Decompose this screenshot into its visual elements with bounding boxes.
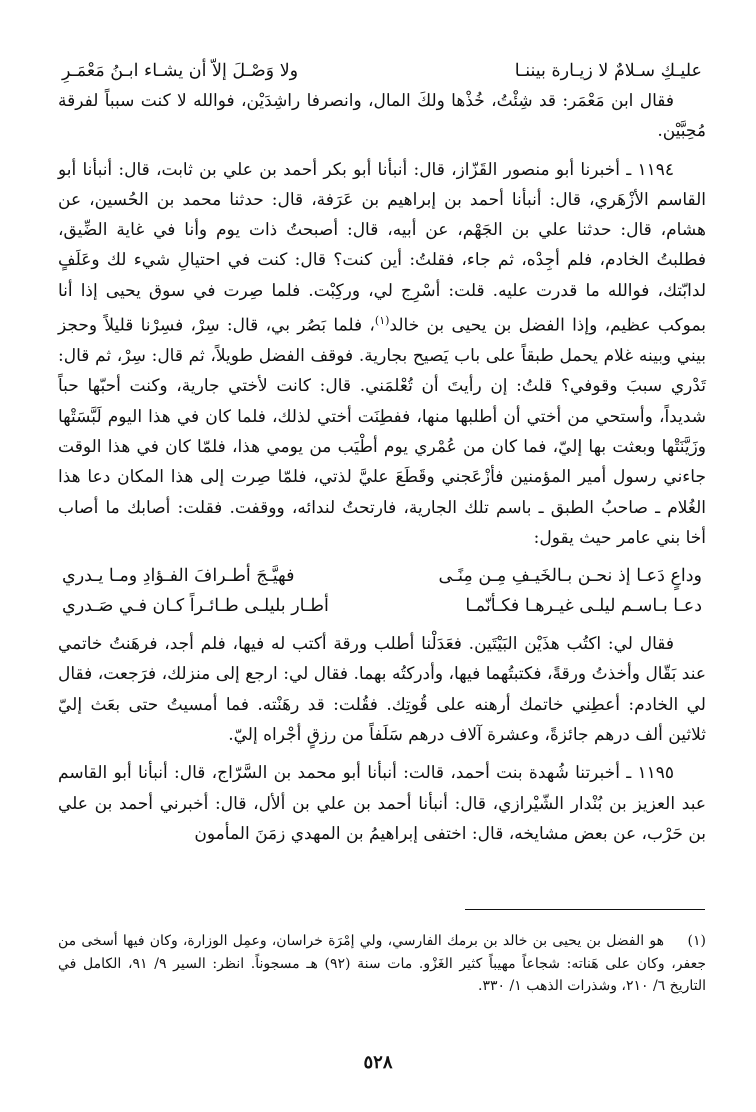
- footnote-separator: [465, 909, 705, 910]
- footnote-text: هو الفضل بن يحيى بن خالد بن برمك الفارسي، ولي إمْرَة خراسان، وعمِل الوزارة، وكان فيها أسخى من جعفر، وكان على هَناته: شجاعاً مهيباً كثير الغَزْو. مات سنة (٩٢) هـ مسجوناً. انظر: السير ٩/ ٩١، الكامل في التاريخ ٦/ ٢١٠، وشذرات الذهب ١/ ٣٣٠.: [58, 933, 706, 994]
- paragraph-text: ، فلما بَصُر بي، قال: سِرْ، فسِرْنا قليلاً وحجز بيني وبينه غلام يحمل طبقاً على باب يَصيح بجارية. فوقف الفضل طويلاً، ثم قال: سِرْ، ثم قال: تَدْري سببَ وقوفي؟ قلتُ: إن رأيتَ أن تُعْلمَني. قال: كانت لأختي جارية، وكنت أحبّها حباً شديداً، وأستحي من أختي أن أطلبها منها، ففطِنَت أختي لذلك، فلما كان في هذا اليوم لَبَّسَتْها وزَيَّنَتْها وبعثت بها إليّ، فما كان من عُمْري يوم أطْيَب من يومي هذا، فلمّا كان في هذا الوقت جاءني رسول أمير المؤمنين فأزْعَجني وقَطَعَ عليَّ لذتي، فلمّا صِرت إلى هذا المكان دعا هذا الغُلام ـ صاحبُ الطبق ـ باسم تلك الجارية، فارتحتُ لندائه، ووقفت. فقلت: أصابك ما أصاب أخا بني عامر حيث يقول:: [58, 315, 706, 548]
- verse-hemistich: وداعٍ دَعـا إذ نحـن بـالخَيـفِ مِـن مِنًـى: [438, 566, 702, 587]
- verse-hemistich: ولا وَصْـلَ إلاّ أن يشـاء ابـنُ مَعْمَـرِ: [62, 61, 299, 81]
- paragraph-1195: ١١٩٥ ـ أخبرتنا شُهدة بنت أحمد، قالت: أنبأنا أبو محمد بن السَّرّاج، قال: أنبأنا أبو القاسم عبد العزيز بن بُنْدار الشّيْرازي، قال: أنبأنا أحمد بن علي بن ألأل، قال: أخبرني أحمد بن علي بن حَرْب، عن بعض مشايخه، قال: اختفى إبراهيمُ بن المهدي زمَنَ المأمون: [58, 763, 706, 844]
- page-body: [58, 56, 706, 849]
- paragraph-1194: [58, 155, 706, 554]
- verse-line-2: [58, 561, 706, 591]
- paragraph: فقال ابن مَعْمَر: قد شِئْتُ، خُذْها ولكَ المال، وانصرفا راشِدَيْن، فوالله لا كنت سبباً لفرقة مُحِبَّيْن.: [58, 91, 706, 142]
- verse-hemistich: عليـكِ سـلامٌ لا زيـارة بيننـا: [514, 61, 702, 81]
- footnote-number: (١): [687, 933, 706, 949]
- verse-hemistich: فهيَّـجَ أطـرافَ الفـؤادِ ومـا يـدري: [62, 566, 295, 587]
- footnote: [58, 930, 706, 998]
- paragraph-text: ١١٩٤ ـ أخبرنا أبو منصور القَزّاز، قال: أنبأنا أبو بكر أحمد بن علي بن ثابت، قال: أنبأنا أبو القاسم الأزْهَري، قال: أنبأنا أحمد بن إبراهيم بن عَرَفة، قال: حدثنا محمد بن الحُسين، عن هشام، قال: حدثنا علي بن الجَهْم، عن أبيه، قال: أصبحتُ ذات يوم وأنا في غاية الضِّيق، فطلبتُ الخادم، فلم أجِدْه، ثم جاء، فقلتُ: أين كنت؟ قال: كنت في احتيالِ شيء لك وعَلَفٍ لدابّتك، فوالله ما قدرت عليه. قلت: أسْرِج لي، وركِبْت. فلما صِرت في سوق يحيى إذا أنا بموكب عظيم، وإذا الفضل بن يحيى بن خالد: [58, 159, 706, 336]
- paragraph: فقال لي: اكتُب هذَيْن البَيْتَين. فعَدَلْنا أطلب ورقة أكتب له فيها، فلم أجد، فرهَنتُ خاتمي عند بَقّال وأخذتُ ورقةً، فكتبتُهما فيها، وأدركتُه بهما. فقال لي: ارجع إلى منزلك، فرَجعت، فقال لي الخادم: أعطِني خاتمك أرهنه على قُوتِك. فقُلت: قد رهَنْته. فما أمسيتُ حتى بعَث إليّ ثلاثين ألف درهم جائزةً، وعشرة آلاف درهم سَلَفاً من رزقٍ أجْراه إليّ.: [58, 634, 706, 745]
- verse-line-1: [58, 56, 706, 86]
- verse-hemistich: أطـار بليلـى طـائـراً كـان فـي صَـدري: [62, 596, 329, 617]
- verse-line-3: [58, 591, 706, 621]
- footnote-ref: (١): [374, 314, 390, 328]
- verse-hemistich: دعـا بـاسـم ليلـى غيـرهـا فكـأنّمـا: [465, 596, 702, 617]
- page-number: ٥٢٨: [363, 1052, 393, 1073]
